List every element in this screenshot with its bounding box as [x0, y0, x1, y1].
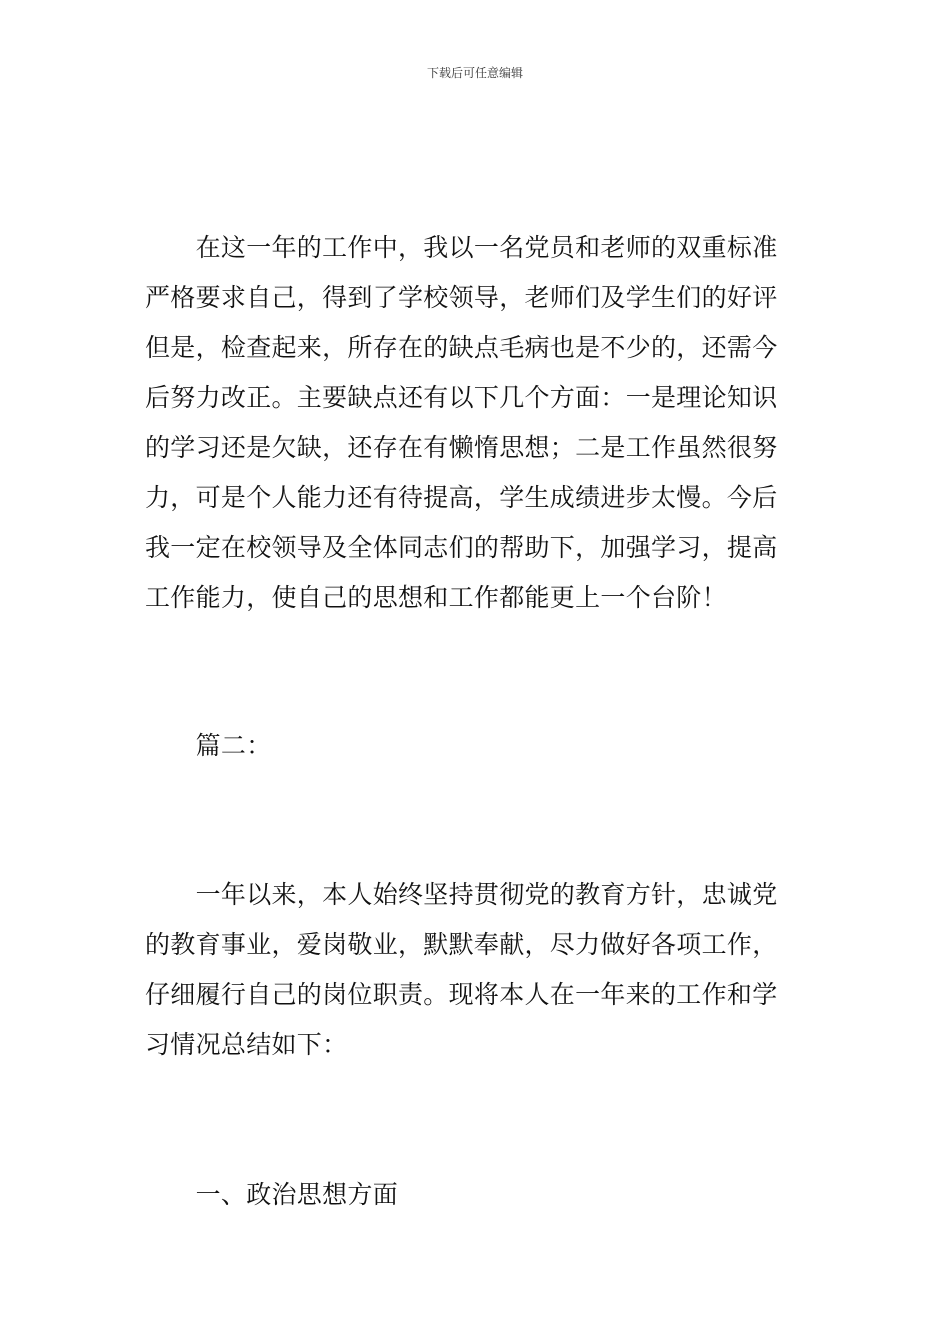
- paragraph-line: 一年以来，本人始终坚持贯彻党的教育方针，忠诚党: [145, 880, 778, 909]
- paragraph-line: 的学习还是欠缺，还存在有懒惰思想；二是工作虽然很努: [145, 433, 778, 462]
- paragraph-line: 在这一年的工作中，我以一名党员和老师的双重标准: [145, 233, 778, 262]
- paragraph-line: 我一定在校领导及全体同志们的帮助下，加强学习，提高: [145, 533, 778, 562]
- paragraph-line: 习情况总结如下：: [145, 1030, 348, 1059]
- subsection-heading: 一、政治思想方面: [145, 1180, 399, 1209]
- paragraph-line: 严格要求自己，得到了学校领导，老师们及学生们的好评: [145, 283, 778, 312]
- paragraph-line: 仔细履行自己的岗位职责。现将本人在一年来的工作和学: [145, 980, 778, 1009]
- paragraph-line: 但是，检查起来，所存在的缺点毛病也是不少的，还需今: [145, 333, 778, 362]
- paragraph-line: 工作能力，使自己的思想和工作都能更上一个台阶！: [145, 583, 727, 612]
- paragraph-line: 的教育事业，爱岗敬业，默默奉献，尽力做好各项工作，: [145, 930, 778, 959]
- page-header-note: 下载后可任意编辑: [426, 66, 523, 80]
- paragraph-line: 后努力改正。主要缺点还有以下几个方面：一是理论知识: [145, 383, 778, 412]
- paragraph-line: 力，可是个人能力还有待提高，学生成绩进步太慢。今后: [145, 483, 778, 512]
- section-heading: 篇二：: [145, 731, 272, 760]
